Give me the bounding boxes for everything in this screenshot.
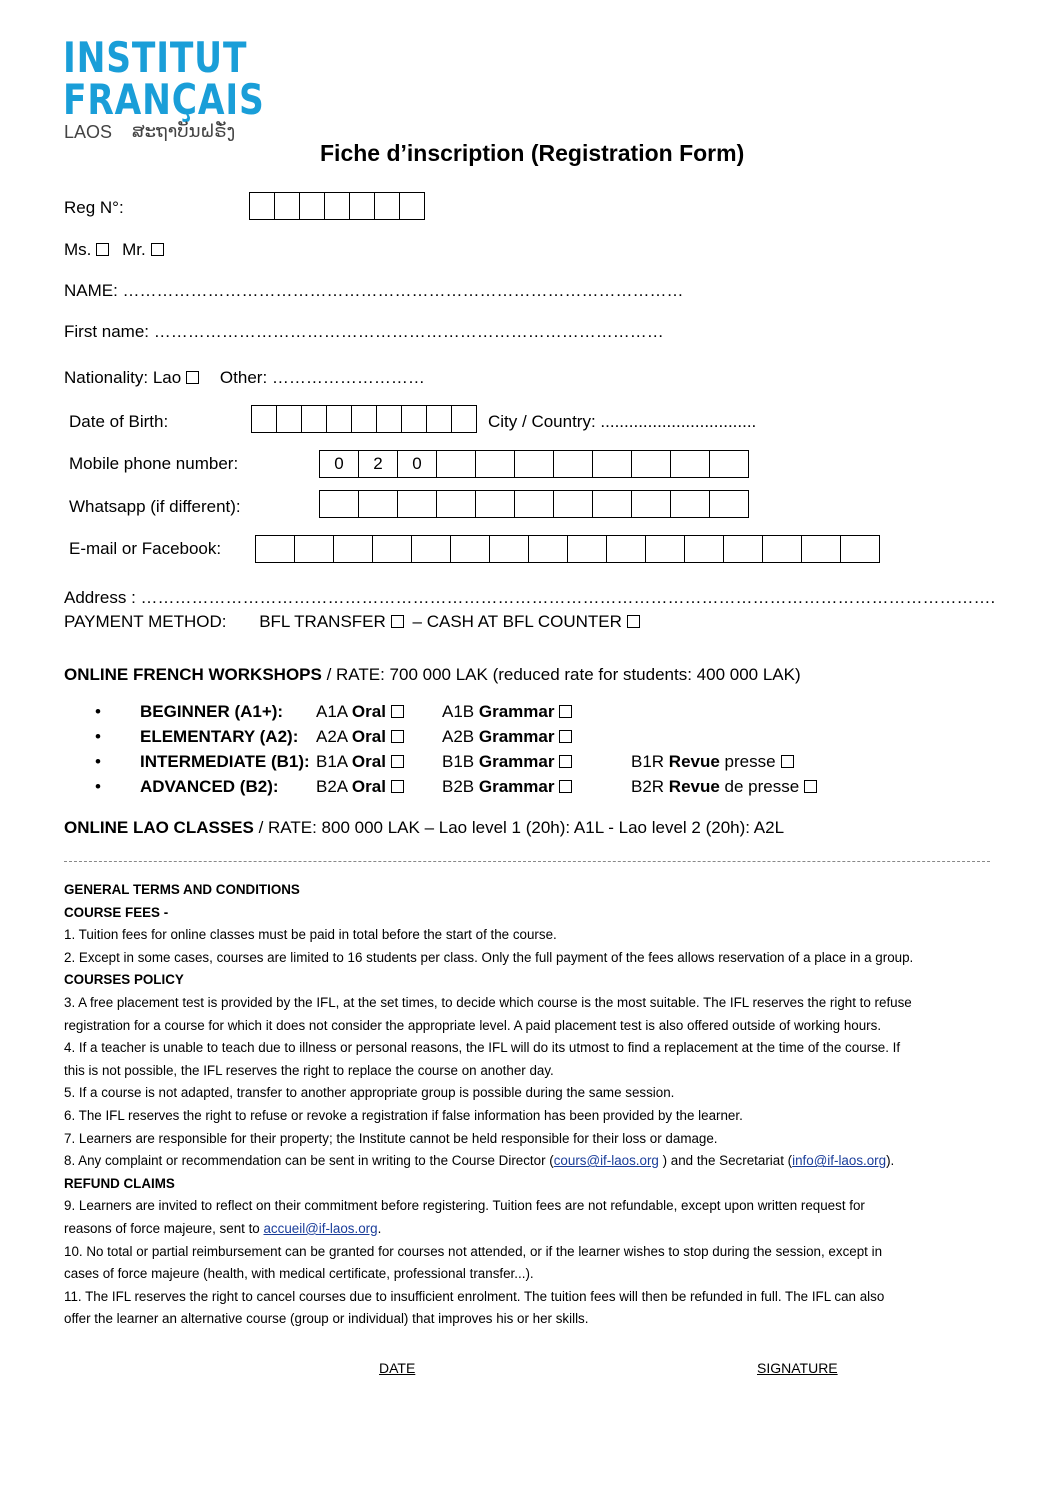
email-box[interactable]: [684, 535, 724, 563]
course-type: Grammar: [478, 727, 555, 746]
course-type-rest: de presse: [719, 777, 800, 796]
logo-lao-text: ສະຖາບັນຝຣັ່ງ: [132, 121, 236, 142]
email-box[interactable]: [762, 535, 802, 563]
a2a-checkbox[interactable]: [391, 730, 404, 743]
mobile-box[interactable]: [592, 450, 632, 478]
name-field[interactable]: NAME: ………………………………………………………………………………………: [64, 281, 684, 300]
payment-label: PAYMENT METHOD:: [64, 612, 227, 631]
term-item: 3. A free placement test is provided by the IFL, at the set times, to decide which course is the most suitable. The IFL reserves the right to refuse: [64, 994, 912, 1010]
reg-no-boxes[interactable]: [250, 192, 425, 220]
level-label: INTERMEDIATE (B1):: [140, 752, 310, 771]
term-item: [64, 1218, 913, 1241]
dob-box[interactable]: [451, 405, 477, 433]
course-code: B1B: [442, 752, 479, 771]
course-code: B1A: [316, 752, 352, 771]
terms-heading: GENERAL TERMS AND CONDITIONS: [64, 882, 300, 897]
oral-option: [316, 752, 404, 772]
course-code: A1A: [316, 702, 352, 721]
bullet: •: [95, 777, 101, 796]
signature-label: SIGNATURE: [757, 1360, 838, 1376]
dob-box[interactable]: [426, 405, 452, 433]
level-label: BEGINNER (A1+):: [140, 702, 284, 721]
payment-row: [64, 612, 640, 632]
reg-box[interactable]: [274, 192, 300, 220]
b2a-checkbox[interactable]: [391, 780, 404, 793]
oral-option: [316, 777, 404, 797]
whatsapp-box[interactable]: [475, 490, 515, 518]
whatsapp-box[interactable]: [631, 490, 671, 518]
whatsapp-box[interactable]: [514, 490, 554, 518]
course-type: Revue: [668, 777, 720, 796]
mobile-box[interactable]: [709, 450, 749, 478]
course-type: Oral: [351, 777, 386, 796]
revue-option: [631, 752, 794, 772]
email-box[interactable]: [567, 535, 607, 563]
term-item: 1. Tuition fees for online classes must be paid in total before the start of the course.: [64, 927, 557, 943]
bullet: •: [95, 752, 101, 771]
logo-line-3: LAOS: [64, 122, 113, 142]
reg-box[interactable]: [324, 192, 350, 220]
revue-option: [631, 777, 817, 797]
mobile-label: Mobile phone number:: [69, 454, 239, 473]
email-box[interactable]: [411, 535, 451, 563]
ms-checkbox[interactable]: [96, 243, 109, 256]
email-box[interactable]: [723, 535, 763, 563]
lao-heading-bold: ONLINE LAO CLASSES: [64, 818, 254, 837]
course-code: B2B: [442, 777, 479, 796]
whatsapp-label: Whatsapp (if different):: [69, 497, 241, 516]
course-code: A2A: [316, 727, 352, 746]
grammar-option: [442, 777, 572, 797]
bfl-transfer-checkbox[interactable]: [391, 615, 404, 628]
reg-box[interactable]: [399, 192, 425, 220]
b2r-checkbox[interactable]: [804, 780, 817, 793]
email-boxes[interactable]: [256, 535, 880, 563]
other-nationality-field[interactable]: Other: ………………………: [219, 368, 425, 387]
terms-block: [64, 879, 913, 1331]
city-country-field[interactable]: City / Country: .................................: [488, 412, 757, 431]
email-box[interactable]: [489, 535, 529, 563]
form-title: Fiche d’inscription (Registration Form): [320, 140, 745, 166]
term-item: cases of force majeure (health, with medical certificate, professional transfer...).: [64, 1266, 534, 1282]
term-text: ) and the Secretariat (: [658, 1153, 793, 1169]
reg-box[interactable]: [299, 192, 325, 220]
reg-box[interactable]: [249, 192, 275, 220]
mobile-box[interactable]: 2: [358, 450, 398, 478]
nationality-label: Nationality: Lao: [64, 368, 182, 387]
email-box[interactable]: [372, 535, 412, 563]
mobile-box[interactable]: [670, 450, 710, 478]
dob-box[interactable]: [351, 405, 377, 433]
email-box[interactable]: [528, 535, 568, 563]
cash-checkbox[interactable]: [627, 615, 640, 628]
email-box[interactable]: [255, 535, 295, 563]
dob-box[interactable]: [301, 405, 327, 433]
mobile-box[interactable]: [631, 450, 671, 478]
course-type-rest: presse: [719, 752, 776, 771]
a1a-checkbox[interactable]: [391, 705, 404, 718]
mr-checkbox[interactable]: [151, 243, 164, 256]
term-item: 7. Learners are responsible for their property; the Institute cannot be held responsible for their loss or damage.: [64, 1130, 718, 1146]
dob-box[interactable]: [276, 405, 302, 433]
course-director-email-link[interactable]: cours@if-laos.org: [553, 1153, 659, 1169]
payment-bfl-label: BFL TRANSFER: [259, 612, 386, 631]
email-box[interactable]: [333, 535, 373, 563]
term-item: offer the learner an alternative course (group or individual) that improves his or her skills.: [64, 1311, 589, 1327]
course-type: Revue: [668, 752, 720, 771]
lao-checkbox[interactable]: [186, 371, 199, 384]
email-box[interactable]: [294, 535, 334, 563]
whatsapp-box[interactable]: [319, 490, 359, 518]
ms-label: Ms.: [64, 240, 92, 259]
bullet: •: [95, 702, 101, 721]
b2b-checkbox[interactable]: [559, 780, 572, 793]
mobile-box[interactable]: [475, 450, 515, 478]
b1r-checkbox[interactable]: [781, 755, 794, 768]
email-label: E-mail or Facebook:: [69, 539, 222, 558]
term-item: 2. Except in some cases, courses are limited to 16 students per class. Only the full payment of the fees allows reservation of a place in a group.: [64, 949, 914, 965]
term-item: 9. Learners are invited to reflect on their commitment before registering. Tuition fees are not refundable, except upon written request for: [64, 1198, 865, 1214]
term-text: reasons of force majeure, sent to: [64, 1220, 264, 1236]
term-item: 6. The IFL reserves the right to refuse or revoke a registration if false information has been provided by the learner.: [64, 1107, 743, 1123]
grammar-option: [442, 702, 572, 722]
whatsapp-box[interactable]: [709, 490, 749, 518]
bullet: •: [95, 727, 101, 746]
term-item: registration for a course for which it does not consider the appropriate level. A paid placement test is also offered outside of working hours.: [64, 1017, 882, 1033]
course-code: A2B: [442, 727, 479, 746]
a1b-checkbox[interactable]: [559, 705, 572, 718]
term-item: 11. The IFL reserves the right to cancel courses due to insufficient enrolment. The tuition fees will then be refunded in full. The IFL can also: [64, 1288, 885, 1304]
course-type: Grammar: [478, 752, 555, 771]
email-box[interactable]: [606, 535, 646, 563]
grammar-option: [442, 727, 572, 747]
email-box[interactable]: [801, 535, 841, 563]
level-label: ELEMENTARY (A2):: [140, 727, 299, 746]
reg-box[interactable]: [374, 192, 400, 220]
dob-boxes[interactable]: [252, 405, 477, 433]
course-code: B1R: [631, 752, 669, 771]
mobile-box[interactable]: [436, 450, 476, 478]
dob-box[interactable]: [401, 405, 427, 433]
whatsapp-box[interactable]: [592, 490, 632, 518]
logo-line-1: INSTITUT: [63, 33, 248, 82]
first-name-field[interactable]: First name: ………………………………………………………………………………: [64, 322, 664, 341]
term-item: 10. No total or partial reimbursement can be granted for courses not attended, or if the learner wishes to stop during the session, except in: [64, 1243, 883, 1259]
workshops-heading-bold: ONLINE FRENCH WORKSHOPS: [64, 665, 322, 684]
lao-heading-rate: / RATE: 800 000 LAK – Lao level 1 (20h): A1L - Lao level 2 (20h): A2L: [253, 818, 785, 837]
whatsapp-box[interactable]: [670, 490, 710, 518]
level-label: ADVANCED (B2):: [140, 777, 279, 796]
course-type: Oral: [351, 752, 386, 771]
term-item: [64, 1150, 913, 1173]
whatsapp-box[interactable]: [358, 490, 398, 518]
workshops-heading: [64, 665, 801, 685]
course-code: B2R: [631, 777, 669, 796]
refund-heading: REFUND CLAIMS: [64, 1175, 175, 1191]
whatsapp-box[interactable]: [553, 490, 593, 518]
b1b-checkbox[interactable]: [559, 755, 572, 768]
course-code: A1B: [442, 702, 479, 721]
separator-line: [64, 861, 990, 862]
b1a-checkbox[interactable]: [391, 755, 404, 768]
a2b-checkbox[interactable]: [559, 730, 572, 743]
dob-box[interactable]: [251, 405, 277, 433]
term-item: this is not possible, the IFL reserves the right to replace the course on another day.: [64, 1062, 554, 1078]
mobile-boxes[interactable]: [320, 450, 749, 478]
dob-label: Date of Birth:: [69, 412, 169, 431]
course-type: Grammar: [478, 777, 555, 796]
oral-option: [316, 727, 404, 747]
oral-option: [316, 702, 404, 722]
courses-policy-heading: COURSES POLICY: [64, 972, 184, 988]
whatsapp-box[interactable]: [397, 490, 437, 518]
date-label: DATE: [379, 1360, 416, 1376]
accueil-email-link[interactable]: accueil@if-laos.org: [263, 1220, 378, 1236]
mobile-box[interactable]: 0: [319, 450, 359, 478]
email-box[interactable]: [450, 535, 490, 563]
grammar-option: [442, 752, 572, 772]
address-field[interactable]: Address : …………………………………………………………………………………………………………………………………….: [64, 588, 996, 607]
mr-label: Mr.: [122, 240, 146, 259]
dob-box[interactable]: [376, 405, 402, 433]
nationality-row: [64, 368, 425, 388]
term-text: 8. Any complaint or recommendation can be sent in writing to the Course Director (: [64, 1153, 554, 1169]
reg-no-label: Reg N°:: [64, 198, 124, 217]
term-text: ).: [886, 1153, 895, 1169]
lao-classes-heading: [64, 818, 784, 838]
course-type: Grammar: [478, 702, 555, 721]
dob-box[interactable]: [326, 405, 352, 433]
title-row: [64, 240, 164, 260]
term-item: 5. If a course is not adapted, transfer to another appropriate group is possible during the same session.: [64, 1085, 675, 1101]
term-item: 4. If a teacher is unable to teach due to illness or personal reasons, the IFL will do its utmost to find a replacement at the time of the course. If: [64, 1040, 901, 1056]
course-type: Oral: [351, 727, 386, 746]
email-box[interactable]: [840, 535, 880, 563]
email-box[interactable]: [645, 535, 685, 563]
whatsapp-box[interactable]: [436, 490, 476, 518]
course-code: B2A: [316, 777, 352, 796]
payment-cash-label: – CASH AT BFL COUNTER: [412, 612, 622, 631]
mobile-box[interactable]: 0: [397, 450, 437, 478]
mobile-box[interactable]: [553, 450, 593, 478]
workshops-heading-rate: / RATE: 700 000 LAK (reduced rate for students: 400 000 LAK): [321, 665, 801, 684]
secretariat-email-link[interactable]: info@if-laos.org: [792, 1153, 887, 1169]
course-fees-heading: COURSE FEES -: [64, 904, 169, 920]
whatsapp-boxes[interactable]: [320, 490, 749, 518]
course-type: Oral: [351, 702, 386, 721]
mobile-box[interactable]: [514, 450, 554, 478]
logo-line-2: FRANÇAIS: [63, 75, 265, 124]
term-text: .: [377, 1220, 382, 1236]
reg-box[interactable]: [349, 192, 375, 220]
